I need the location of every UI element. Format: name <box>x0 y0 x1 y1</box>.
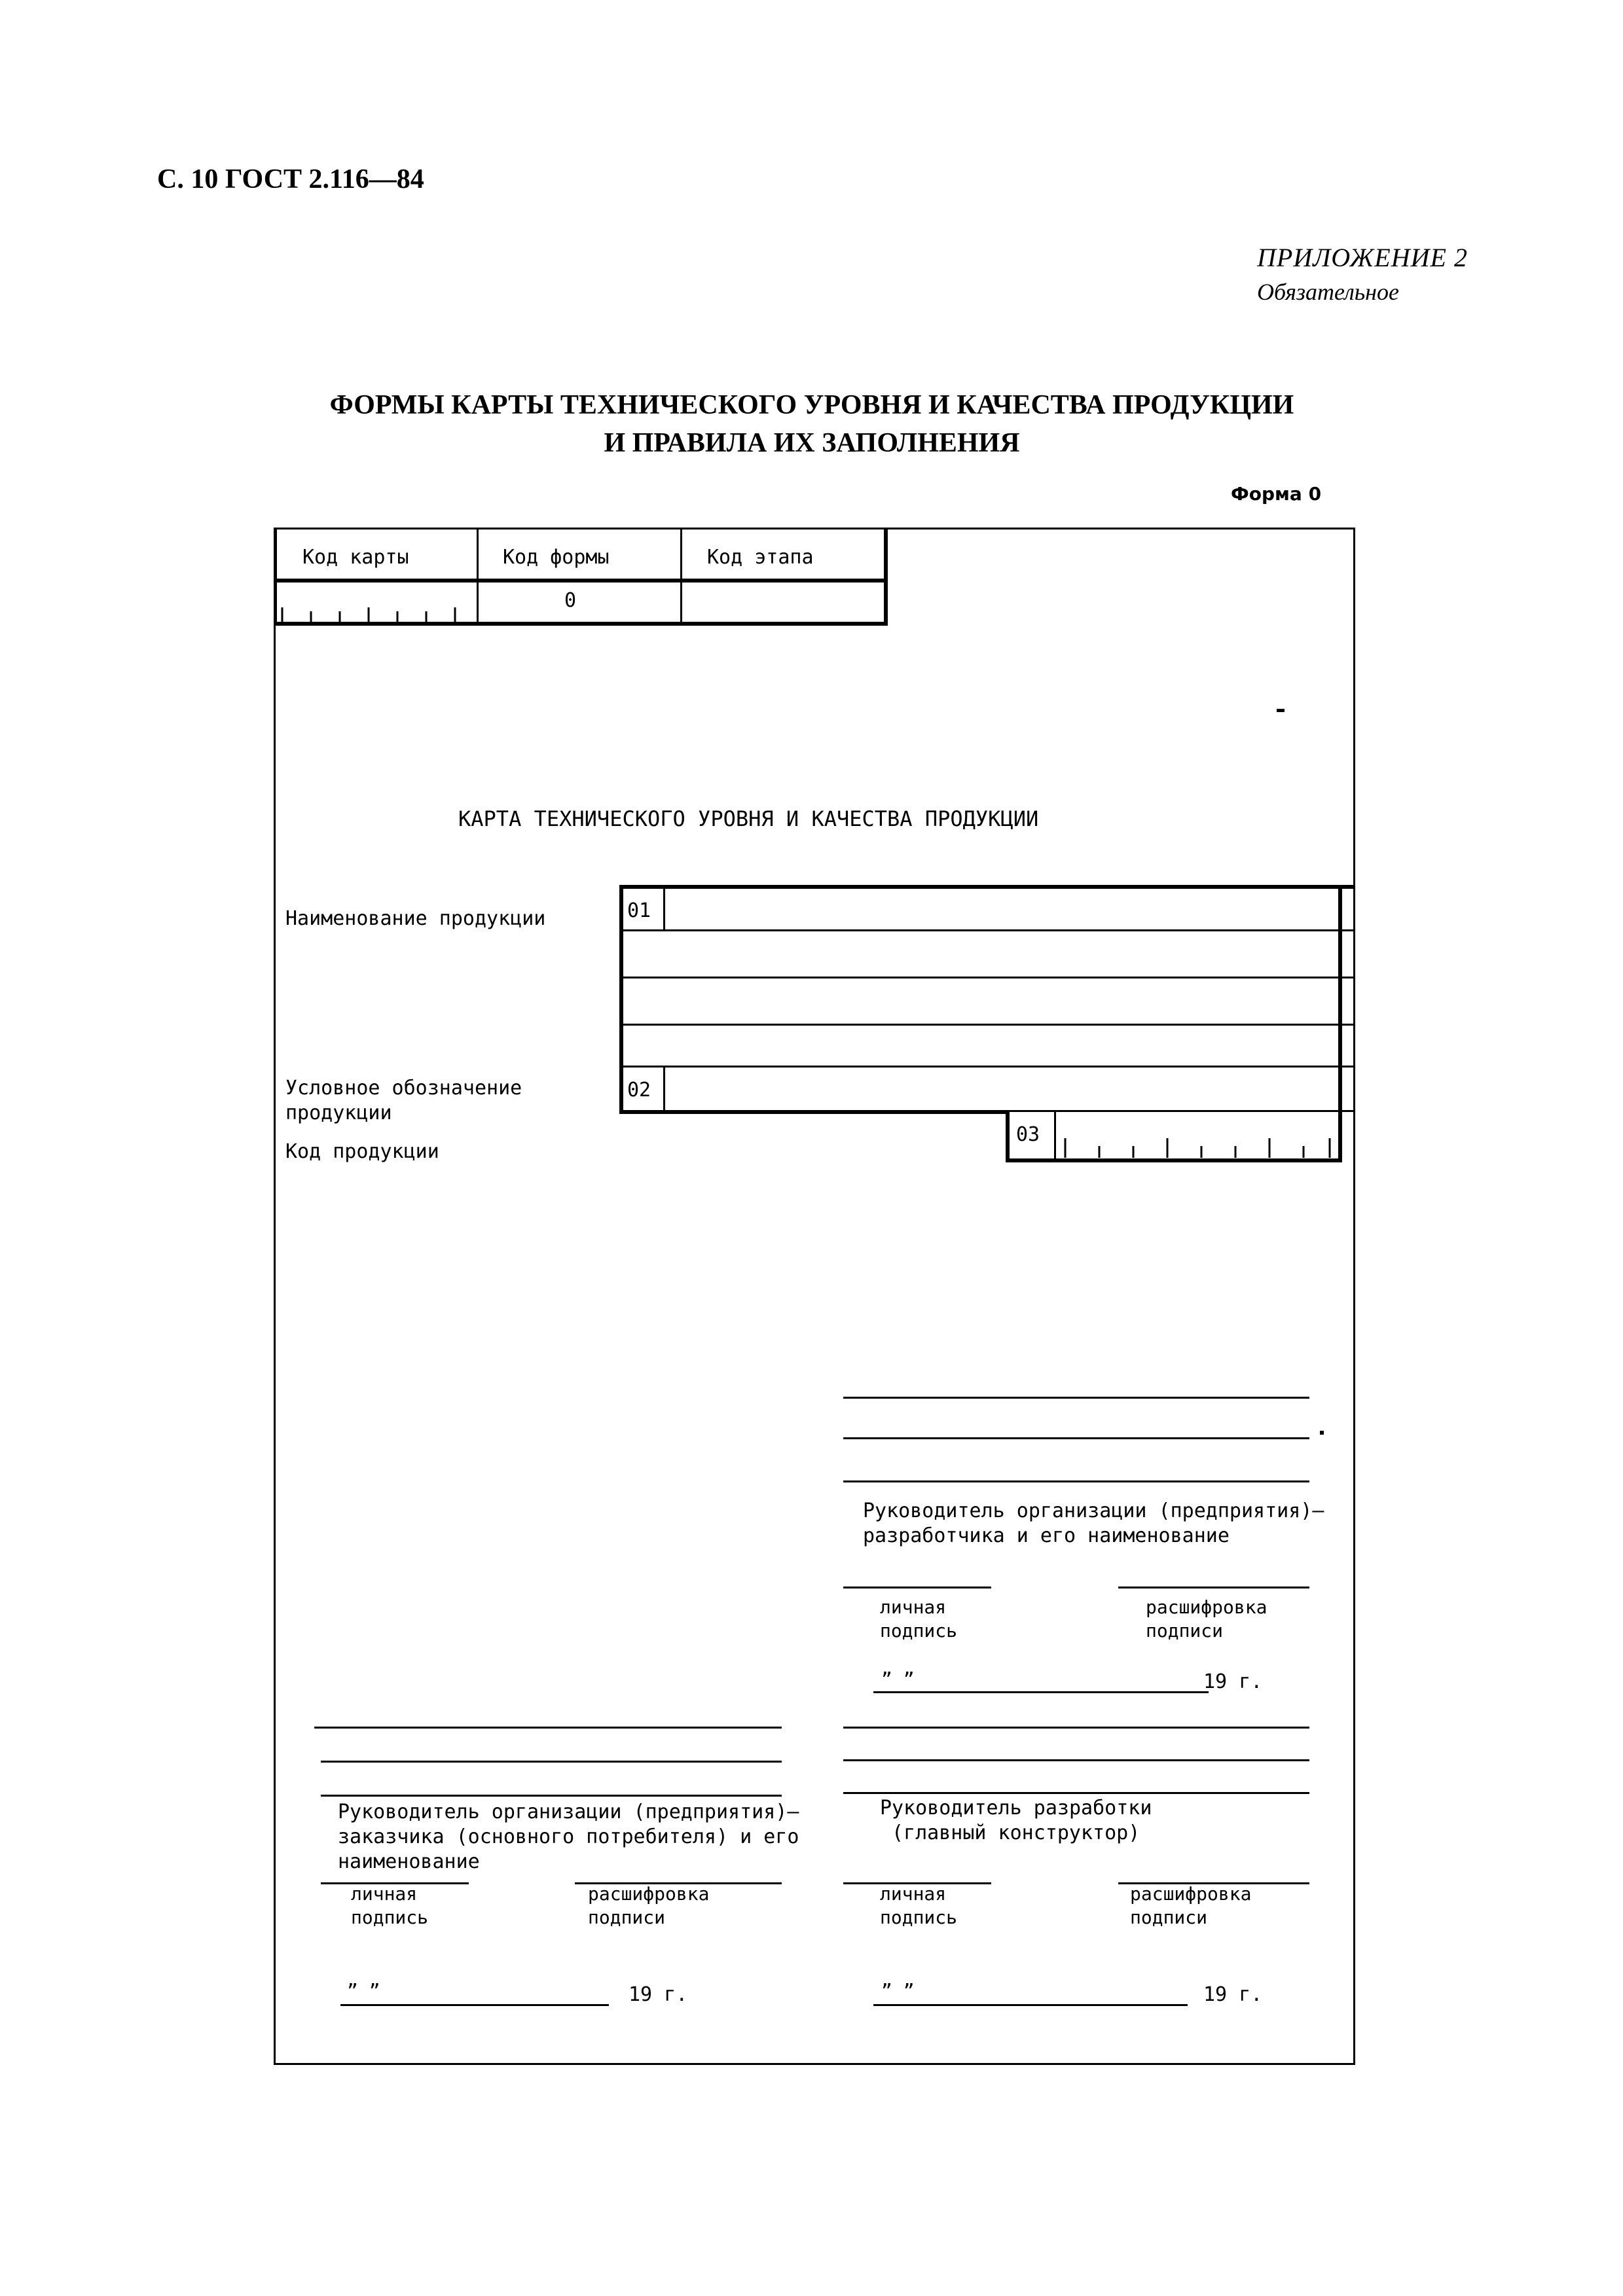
personal-sign-line-1: личная <box>880 1883 947 1905</box>
form-number: Форма 0 <box>1231 483 1322 505</box>
name-box-top <box>621 885 1355 889</box>
name-row-1 <box>621 929 1355 931</box>
dev-lead-line-2-text: (главный конструктор) <box>892 1821 1140 1844</box>
dev-head-date-quotes: ” ” <box>881 1668 915 1690</box>
main-title <box>157 386 1467 462</box>
decode-line-1: расшифровка <box>588 1883 710 1905</box>
designation-label <box>285 1076 522 1126</box>
designation-code: 02 <box>627 1079 651 1102</box>
name-box-left <box>619 885 623 1114</box>
dev-lead-date-line <box>873 2004 1188 2006</box>
developer-head-line-2: разработчика и его наименование <box>863 1524 1230 1547</box>
decode-line-2: подписи <box>1146 1620 1224 1641</box>
designation-box-bottom-left <box>621 1110 1010 1114</box>
appendix-number: ПРИЛОЖЕНИЕ 2 <box>1257 243 1468 272</box>
personal-sign-line-1: личная <box>351 1883 418 1905</box>
name-row-4 <box>621 1066 1355 1067</box>
dev-lead-date-quotes: ” ” <box>881 1980 915 2001</box>
cust-head-decode <box>588 1882 709 1929</box>
scan-dot <box>1320 1431 1324 1435</box>
header-table-div2 <box>680 528 682 626</box>
product-name-code: 01 <box>627 899 651 922</box>
dev-head-year: 19 г. <box>1203 1670 1263 1693</box>
personal-sign-line-2: подпись <box>880 1907 958 1928</box>
code-02-divider <box>663 1066 665 1111</box>
dev-lead-personal-sign <box>880 1882 957 1929</box>
designation-label-line-1: Условное обозначение <box>285 1077 522 1100</box>
dev-head-sign-line <box>843 1587 991 1588</box>
dev-head-line-3 <box>843 1480 1309 1482</box>
product-code-ticks <box>1056 1112 1339 1159</box>
customer-head-line-3: наименование <box>338 1850 480 1873</box>
scan-mark <box>1277 709 1285 712</box>
code-01-divider <box>663 885 665 931</box>
dev-head-date-line <box>873 1691 1209 1693</box>
name-row-2 <box>621 977 1355 978</box>
card-title: КАРТА ТЕХНИЧЕСКОГО УРОВНЯ И КАЧЕСТВА ПРОДУКЦИИ <box>458 806 1039 831</box>
cust-head-date-line <box>340 2004 609 2006</box>
header-table-div1 <box>477 528 479 626</box>
appendix-label <box>1257 242 1480 306</box>
code-03-box-left <box>1006 1110 1010 1162</box>
dev-lead-line-1-text: Руководитель разработки <box>880 1797 1152 1820</box>
dev-head-decode-line <box>1118 1587 1309 1588</box>
dev-lead-line-2 <box>843 1759 1309 1761</box>
dev-head-decode <box>1146 1596 1267 1643</box>
cust-head-line-2 <box>321 1761 782 1763</box>
name-row-3 <box>621 1024 1355 1026</box>
card-code-ticks <box>277 583 477 623</box>
appendix-status: Обязательное <box>1257 279 1399 305</box>
product-code-code: 03 <box>1016 1123 1040 1146</box>
dev-lead-year: 19 г. <box>1203 1983 1263 2006</box>
dev-lead-line-1 <box>843 1727 1309 1729</box>
designation-label-line-2: продукции <box>285 1102 392 1124</box>
personal-sign-line-2: подпись <box>880 1620 958 1641</box>
title-line-1: ФОРМЫ КАРТЫ ТЕХНИЧЕСКОГО УРОВНЯ И КАЧЕСТВА ПРОДУКЦИИ <box>329 390 1294 420</box>
decode-line-2: подписи <box>1130 1907 1208 1928</box>
cust-head-personal-sign <box>351 1882 428 1929</box>
dev-head-line-2 <box>843 1437 1309 1439</box>
dev-lead-line-3 <box>843 1792 1309 1794</box>
customer-head-caption <box>338 1800 799 1874</box>
dev-head-line-1 <box>843 1397 1309 1399</box>
developer-head-line-1: Руководитель организации (предприятия)– <box>863 1499 1324 1522</box>
product-name-label: Наименование продукции <box>285 907 546 930</box>
cust-head-year: 19 г. <box>629 1983 688 2006</box>
customer-head-line-2: заказчика (основного потребителя) и его <box>338 1825 799 1848</box>
developer-head-caption <box>863 1499 1324 1549</box>
form-code-label: Код формы <box>503 546 610 569</box>
cust-head-line-1 <box>314 1727 782 1729</box>
cust-head-line-3 <box>321 1795 782 1797</box>
dev-lead-decode <box>1130 1882 1251 1929</box>
header-table-top <box>274 528 888 529</box>
decode-line-1: расшифровка <box>1130 1883 1252 1905</box>
form-code-value: 0 <box>564 589 577 612</box>
header-table-right <box>884 528 888 626</box>
card-code-label: Код карты <box>302 546 409 569</box>
customer-head-line-1: Руководитель организации (предприятия)– <box>338 1801 799 1823</box>
decode-line-2: подписи <box>588 1907 666 1928</box>
cust-head-date-quotes: ” ” <box>347 1980 380 2001</box>
personal-sign-line-1: личная <box>880 1596 947 1618</box>
decode-line-1: расшифровка <box>1146 1596 1267 1618</box>
stage-code-label: Код этапа <box>707 546 814 569</box>
product-code-label: Код продукции <box>285 1140 439 1163</box>
dev-head-personal-sign <box>880 1596 957 1643</box>
page-header: С. 10 ГОСТ 2.116—84 <box>157 164 424 194</box>
dev-lead-caption <box>880 1796 1152 1846</box>
personal-sign-line-2: подпись <box>351 1907 429 1928</box>
title-line-2: И ПРАВИЛА ИХ ЗАПОЛНЕНИЯ <box>604 428 1020 458</box>
